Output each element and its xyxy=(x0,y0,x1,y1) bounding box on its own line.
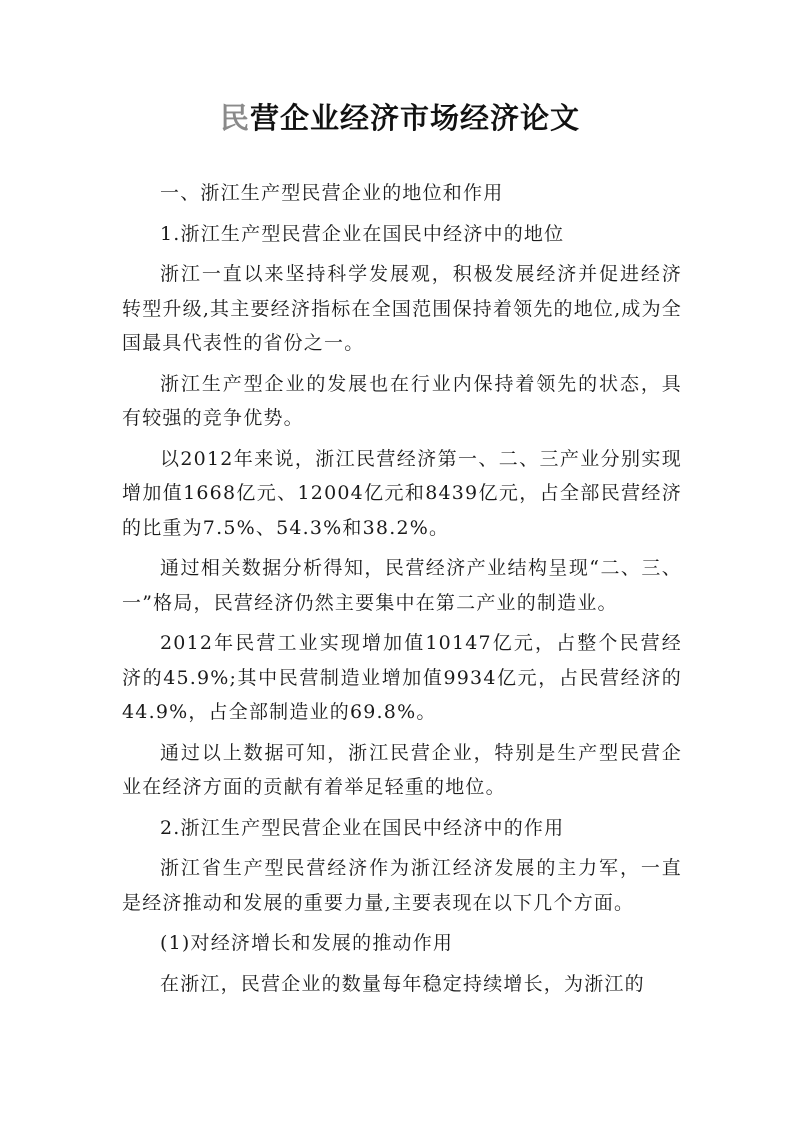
section-heading-1: 一、浙江生产型民营企业的地位和作用 xyxy=(160,182,504,204)
paragraph: 浙江生产型企业的发展也在行业内保持着领先的状态，具有较强的竞争优势。 xyxy=(122,372,682,429)
paragraph: 2012年民营工业实现增加值10147亿元，占整个民营经济的45.9%;其中民营制造业增加值9934亿元，占民营经济的44.9%，占全部制造业的69.8%。 xyxy=(122,632,682,723)
paragraph: 在浙江，民营企业的数量每年稳定持续增长，为浙江的 xyxy=(160,972,645,995)
paragraph: 浙江一直以来坚持科学发展观，积极发展经济并促进经济转型升级,其主要经济指标在全国范围保持着领先的地位,成为全国最具代表性的省份之一。 xyxy=(122,263,682,354)
paragraph: 通过相关数据分析得知，民营经济产业结构呈现“二、三、一”格局，民营经济仍然主要集中在第二产业的制造业。 xyxy=(122,557,682,614)
paragraph: 浙江省生产型民营经济作为浙江经济发展的主力军，一直是经济推动和发展的重要力量,主要表现在以下几个方面。 xyxy=(122,857,682,914)
document-title xyxy=(0,96,800,137)
document-body xyxy=(122,176,682,1007)
paragraph: 通过以上数据可知，浙江民营企业，特别是生产型民营企业在经济方面的贡献有着举足轻重的地位。 xyxy=(122,741,682,798)
subsection-heading-2: 2.浙江生产型民营企业在国民中经济中的作用 xyxy=(160,816,565,839)
title-first-char: 民 xyxy=(219,101,250,135)
item-heading-1: (1)对经济增长和发展的推动作用 xyxy=(160,932,454,954)
title-text: 营企业经济市场经济论文 xyxy=(250,101,581,135)
paragraph: 以2012年来说，浙江民营经济第一、二、三产业分别实现增加值1668亿元、12004亿元和8439亿元，占全部民营经济的比重为7.5%、54.3%和38.2%。 xyxy=(122,447,682,539)
subsection-heading-1: 1.浙江生产型民营企业在国民中经济中的地位 xyxy=(160,222,565,245)
